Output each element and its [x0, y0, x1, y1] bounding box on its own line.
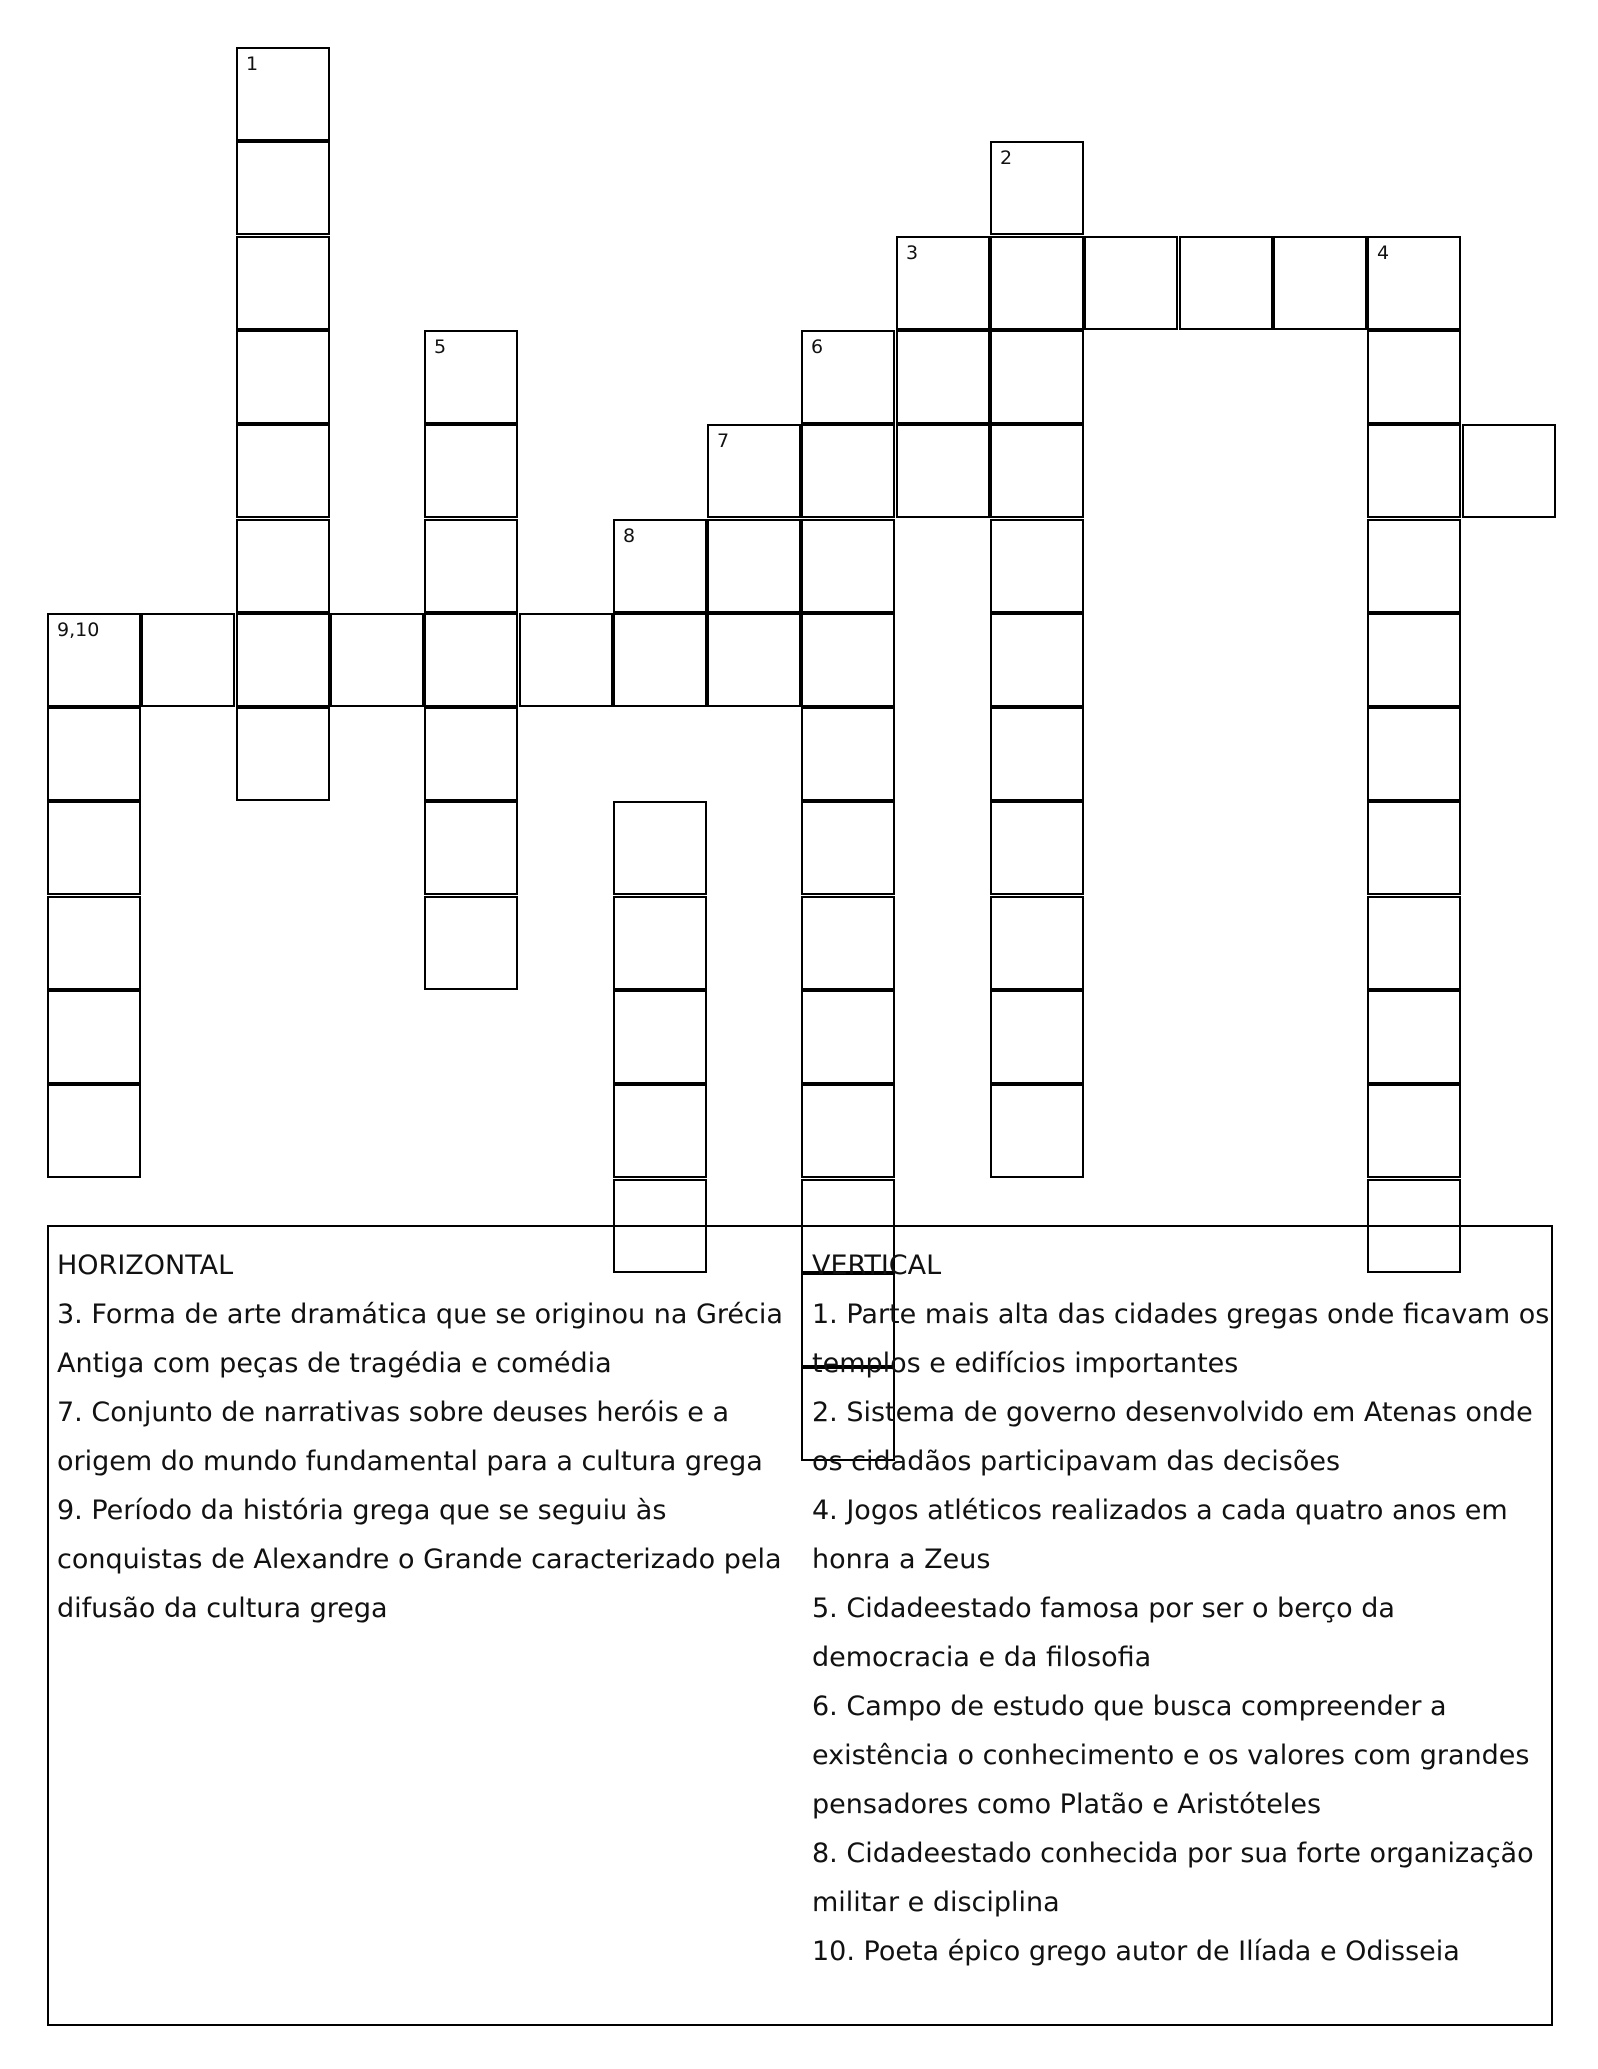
crossword-cell[interactable] [1367, 330, 1461, 424]
crossword-cell[interactable] [896, 330, 990, 424]
vertical-clue: 4. Jogos atléticos realizados a cada quatro anos em honra a Zeus [812, 1495, 1508, 1575]
crossword-cell[interactable] [47, 707, 141, 801]
crossword-cell[interactable] [47, 990, 141, 1084]
crossword-cell[interactable] [896, 236, 990, 330]
crossword-cell[interactable] [47, 801, 141, 895]
crossword-cell[interactable] [1179, 236, 1273, 330]
horizontal-clue: 7. Conjunto de narrativas sobre deuses heróis e a origem do mundo fundamental para a cultura grega [57, 1397, 763, 1477]
crossword-cell[interactable] [990, 1084, 1084, 1178]
clue-number: 1 [246, 53, 259, 75]
crossword-cell[interactable] [424, 330, 518, 424]
crossword-cell[interactable] [1084, 236, 1178, 330]
crossword-cell[interactable] [801, 1084, 895, 1178]
crossword-cell[interactable] [990, 896, 1084, 990]
crossword-cell[interactable] [1367, 801, 1461, 895]
crossword-cell[interactable] [990, 330, 1084, 424]
crossword-cell[interactable] [47, 896, 141, 990]
crossword-cell[interactable] [236, 236, 330, 330]
horizontal-clues [57, 1241, 797, 1633]
vertical-heading: VERTICAL [812, 1250, 942, 1281]
crossword-cell[interactable] [990, 801, 1084, 895]
crossword-cell[interactable] [896, 424, 990, 518]
crossword-cell[interactable] [990, 990, 1084, 1084]
crossword-cell[interactable] [613, 519, 707, 613]
horizontal-heading: HORIZONTAL [57, 1250, 234, 1281]
crossword-cell[interactable] [801, 990, 895, 1084]
crossword-cell[interactable] [236, 519, 330, 613]
vertical-clue: 5. Cidadeestado famosa por ser o berço da democracia e da filosofia [812, 1593, 1395, 1673]
crossword-cell[interactable] [707, 519, 801, 613]
crossword-cell[interactable] [1367, 707, 1461, 801]
crossword-cell[interactable] [1367, 519, 1461, 613]
crossword-cell[interactable] [801, 424, 895, 518]
crossword-cell[interactable] [707, 424, 801, 518]
horizontal-clue: 3. Forma de arte dramática que se originou na Grécia Antiga com peças de tragédia e comédia [57, 1299, 783, 1379]
crossword-cell[interactable] [236, 47, 330, 141]
crossword-cell[interactable] [424, 424, 518, 518]
crossword-cell[interactable] [990, 519, 1084, 613]
crossword-cell[interactable] [990, 424, 1084, 518]
crossword-cell[interactable] [801, 519, 895, 613]
crossword-cell[interactable] [613, 1084, 707, 1178]
vertical-clue: 10. Poeta épico grego autor de Ilíada e Odisseia [812, 1936, 1460, 1967]
crossword-cell[interactable] [47, 613, 141, 707]
crossword-cell[interactable] [990, 141, 1084, 235]
crossword-cell[interactable] [801, 896, 895, 990]
crossword-cell[interactable] [141, 613, 235, 707]
crossword-cell[interactable] [330, 613, 424, 707]
crossword-cell[interactable] [236, 141, 330, 235]
clue-number: 6 [811, 336, 824, 358]
crossword-cell[interactable] [1273, 236, 1367, 330]
crossword-cell[interactable] [990, 236, 1084, 330]
clue-number: 7 [717, 430, 730, 452]
crossword-cell[interactable] [990, 613, 1084, 707]
clue-number: 4 [1377, 242, 1390, 264]
crossword-cell[interactable] [236, 330, 330, 424]
horizontal-clue: 9. Período da história grega que se seguiu às conquistas de Alexandre o Grande caracterizado pela difusão da cultura grega [57, 1495, 782, 1624]
crossword-cell[interactable] [519, 613, 613, 707]
crossword-cell[interactable] [801, 330, 895, 424]
vertical-clue: 6. Campo de estudo que busca compreender a existência o conhecimento e os valores com grandes pensadores como Platão e Aristóteles [812, 1691, 1530, 1820]
clue-number: 2 [1000, 147, 1013, 169]
crossword-cell[interactable] [424, 896, 518, 990]
crossword-cell[interactable] [1367, 236, 1461, 330]
crossword-cell[interactable] [613, 801, 707, 895]
crossword-cell[interactable] [801, 801, 895, 895]
crossword-cell[interactable] [613, 896, 707, 990]
crossword-cell[interactable] [1367, 1084, 1461, 1178]
crossword-cell[interactable] [1367, 613, 1461, 707]
clue-number: 8 [623, 525, 636, 547]
crossword-cell[interactable] [1367, 990, 1461, 1084]
crossword-cell[interactable] [236, 707, 330, 801]
crossword-cell[interactable] [47, 1084, 141, 1178]
crossword-cell[interactable] [424, 801, 518, 895]
vertical-clue: 8. Cidadeestado conhecida por sua forte organização militar e disciplina [812, 1838, 1534, 1918]
crossword-cell[interactable] [236, 424, 330, 518]
clue-number: 3 [906, 242, 919, 264]
crossword-cell[interactable] [236, 613, 330, 707]
crossword-cell[interactable] [424, 613, 518, 707]
vertical-clues [812, 1241, 1552, 1976]
crossword-cell[interactable] [801, 613, 895, 707]
crossword-cell[interactable] [424, 707, 518, 801]
crossword-cell[interactable] [1462, 424, 1556, 518]
crossword-cell[interactable] [1367, 896, 1461, 990]
vertical-clue: 2. Sistema de governo desenvolvido em Atenas onde os cidadãos participavam das decisões [812, 1397, 1533, 1477]
vertical-clue: 1. Parte mais alta das cidades gregas onde ficavam os templos e edifícios importantes [812, 1299, 1550, 1379]
crossword-cell[interactable] [613, 990, 707, 1084]
crossword-cell[interactable] [707, 613, 801, 707]
crossword-cell[interactable] [613, 613, 707, 707]
crossword-cell[interactable] [990, 707, 1084, 801]
crossword-cell[interactable] [424, 519, 518, 613]
clue-number: 5 [434, 336, 447, 358]
clue-number: 9,10 [57, 619, 100, 641]
clues-box [47, 1225, 1553, 2026]
crossword-cell[interactable] [801, 707, 895, 801]
crossword-cell[interactable] [1367, 424, 1461, 518]
